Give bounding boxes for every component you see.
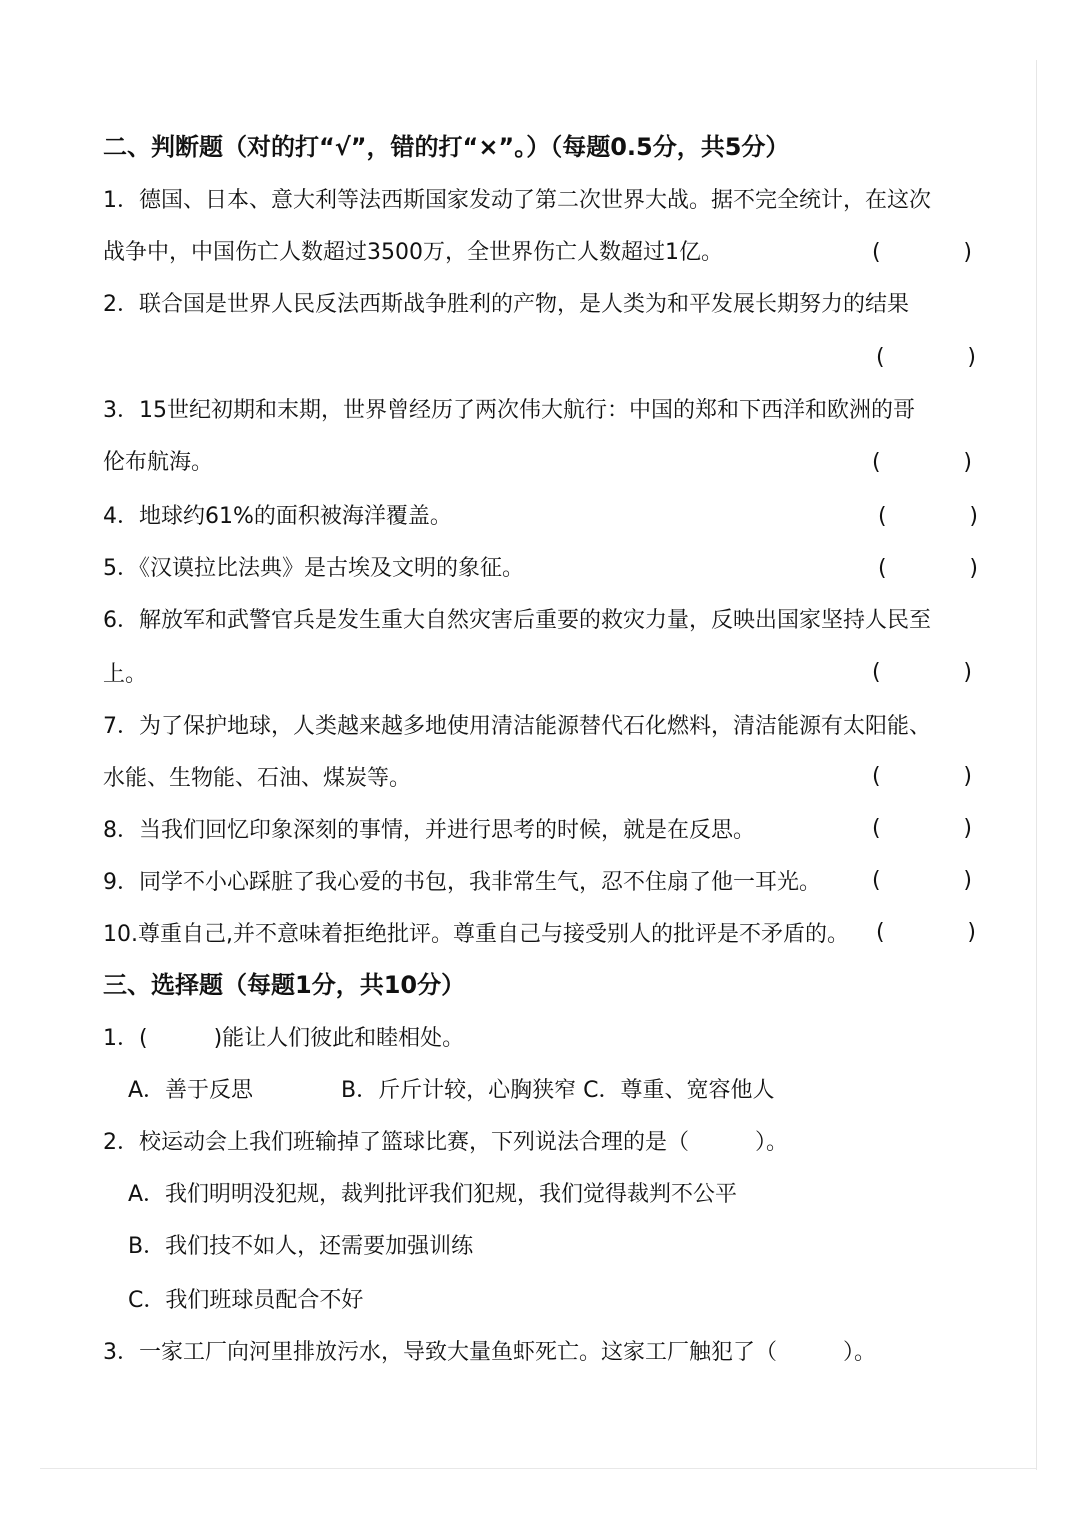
paren-open: (: [872, 240, 881, 265]
paren-open: (: [872, 450, 881, 475]
judgement-8: 8．当我们回忆印象深刻的事情，并进行思考的时候，就是在反思。: [103, 818, 755, 843]
paren-close: ): [963, 450, 972, 475]
paren-open: (: [878, 504, 887, 529]
paren-close: ): [963, 764, 972, 789]
judgement-2-line-1: 2．联合国是世界人民反法西斯战争胜利的产物，是人类为和平发展长期努力的结果: [103, 292, 909, 317]
answer-blank-3[interactable]: [872, 448, 972, 478]
paren-close: ): [967, 345, 976, 370]
page-edge-bottom: [40, 1468, 1036, 1469]
judgement-6-line-2: 上。: [103, 662, 148, 687]
answer-blank-1[interactable]: [872, 238, 972, 268]
paren-close: ): [969, 556, 978, 581]
section-heading-judgement: 二、判断题（对的打“√”，错的打“×”。）（每题0.5分，共5分）: [103, 133, 790, 161]
paren-close: ): [967, 920, 976, 945]
paren-open: (: [872, 868, 881, 893]
paren-close: ): [969, 504, 978, 529]
judgement-1-line-2: 战争中，中国伤亡人数超过3500万，全世界伤亡人数超过1亿。: [103, 240, 723, 265]
judgement-5: 5．《汉谟拉比法典》是古埃及文明的象征。: [103, 556, 524, 581]
judgement-3-line-2: 伦布航海。: [103, 450, 214, 475]
choice-2-stem: 2．校运动会上我们班输掉了篮球比赛，下列说法合理的是（ ）。: [103, 1130, 788, 1155]
answer-blank-5[interactable]: [878, 554, 978, 584]
answer-blank-4[interactable]: [878, 502, 978, 532]
judgement-4: 4．地球约61%的面积被海洋覆盖。: [103, 504, 452, 529]
paren-open: (: [876, 920, 885, 945]
choice-2-option-a: A．我们明明没犯规，裁判批评我们犯规，我们觉得裁判不公平: [128, 1182, 738, 1207]
choice-2-option-c: C．我们班球员配合不好: [128, 1288, 364, 1313]
judgement-6-line-1: 6．解放军和武警官兵是发生重大自然灾害后重要的救灾力量，反映出国家坚持人民至: [103, 608, 931, 633]
paren-close: ): [963, 868, 972, 893]
answer-blank-7[interactable]: [872, 762, 972, 792]
judgement-9: 9．同学不小心踩脏了我心爱的书包，我非常生气，忍不住扇了他一耳光。: [103, 870, 821, 895]
answer-blank-10[interactable]: [876, 918, 976, 948]
section-heading-choice: 三、选择题（每题1分，共10分）: [103, 971, 466, 999]
paren-open: (: [872, 816, 881, 841]
paren-open: (: [876, 345, 885, 370]
judgement-3-line-1: 3．15世纪初期和末期，世界曾经历了两次伟大航行：中国的郑和下西洋和欧洲的哥: [103, 398, 915, 423]
judgement-7-line-1: 7．为了保护地球，人类越来越多地使用清洁能源替代石化燃料，清洁能源有太阳能、: [103, 714, 931, 739]
choice-1-options: A．善于反思 B．斤斤计较，心胸狭窄 C．尊重、宽容他人: [128, 1078, 775, 1103]
paren-close: ): [963, 816, 972, 841]
page-edge-right: [1036, 60, 1037, 1470]
choice-2-option-b: B．我们技不如人，还需要加强训练: [128, 1234, 474, 1259]
answer-blank-8[interactable]: [872, 814, 972, 844]
choice-3-stem: 3．一家工厂向河里排放污水，导致大量鱼虾死亡。这家工厂触犯了（ ）。: [103, 1340, 876, 1365]
paren-open: (: [872, 660, 881, 685]
paren-close: ): [963, 240, 972, 265]
judgement-7-line-2: 水能、生物能、石油、煤炭等。: [103, 766, 412, 791]
answer-blank-9[interactable]: [872, 866, 972, 896]
paren-open: (: [872, 764, 881, 789]
judgement-10: 10.尊重自己,并不意味着拒绝批评。尊重自己与接受别人的批评是不矛盾的。: [103, 922, 849, 947]
choice-1-stem: 1．( )能让人们彼此和睦相处。: [103, 1026, 465, 1051]
answer-blank-6[interactable]: [872, 658, 972, 688]
paren-open: (: [878, 556, 887, 581]
judgement-1-line-1: 1．德国、日本、意大利等法西斯国家发动了第二次世界大战。据不完全统计，在这次: [103, 188, 931, 213]
answer-blank-2[interactable]: [876, 343, 976, 373]
paren-close: ): [963, 660, 972, 685]
